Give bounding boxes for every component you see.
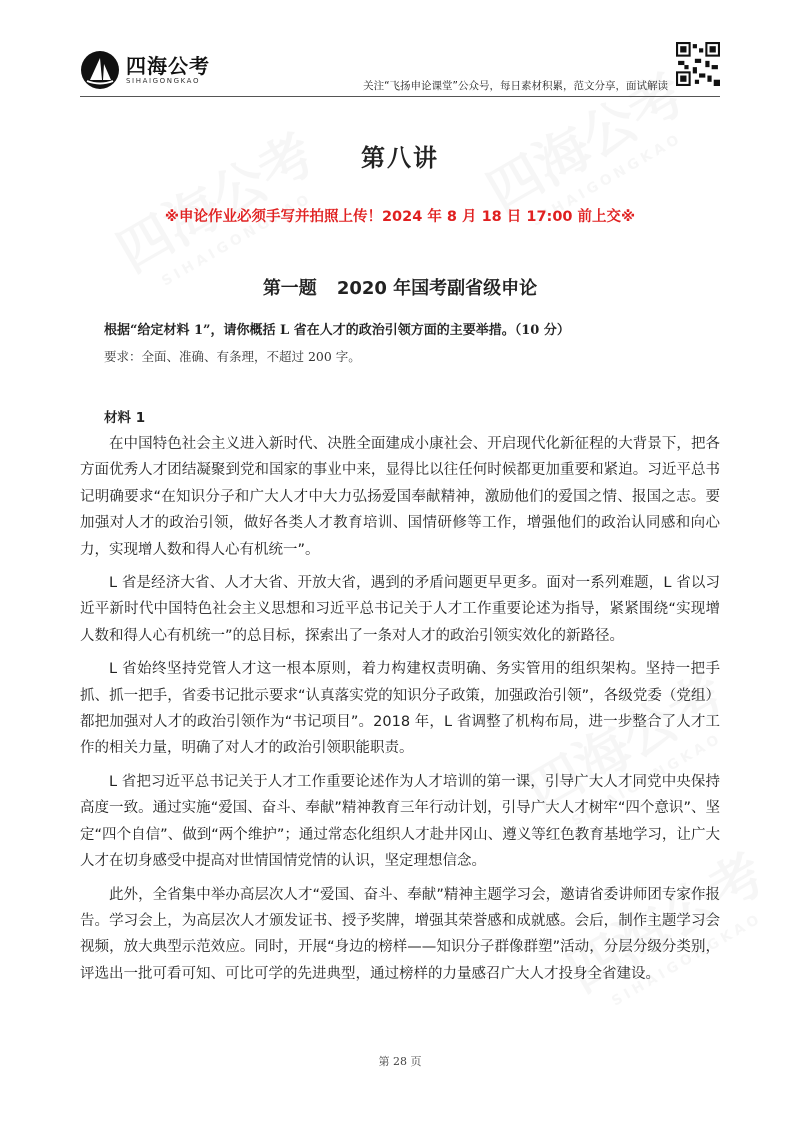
- material-label: 材料 1: [104, 410, 146, 426]
- question-source: 2020 年国考副省级申论: [336, 278, 538, 299]
- question-text: 根据“给定材料 1”，请你概括 L 省在人才的政治引领方面的主要举措。（10 分）: [104, 323, 570, 338]
- paragraph: L 省是经济大省、人才大省、开放大省，遇到的矛盾问题更早更多。面对一系列难题，L 省以习近平新时代中国特色社会主义思想和习近平总书记关于人才工作重要论述为指导，紧紧围绕“实现增人数和得人心有机统一”的总目标，探索出了一条对人才的政治引领实效化的新路径。: [80, 575, 720, 644]
- material-body: [80, 431, 720, 987]
- page-header: [80, 42, 720, 98]
- paragraph: L 省把习近平总书记关于人才工作重要论述作为人才培训的第一课，引导广大人才同党中央保持高度一致。通过实施“爱国、奋斗、奉献”精神教育三年行动计划，引导广大人才树牢“四个意识”、坚定“四个自信”、做到“两个维护”；通过常态化组织人才赴井冈山、遵义等红色教育基地学习，让广大人才在切身感受中提高对世情国情党情的认识，坚定理想信念。: [80, 773, 720, 870]
- question-number: 第一题: [262, 278, 317, 299]
- qr-code-icon[interactable]: [676, 42, 720, 86]
- question-title: [0, 274, 800, 300]
- question-requirement: 要求：全面、准确、有条理，不超过 200 字。: [104, 349, 361, 364]
- submission-notice: ※申论作业必须手写并拍照上传！2024 年 8 月 18 日 17:00 前上交※: [164, 209, 636, 225]
- paragraph: L 省始终坚持党管人才这一根本原则，着力构建权责明确、务实管用的组织架构。坚持一把手抓、抓一把手，省委书记批示要求“认真落实党的知识分子政策，加强政治引领”，各级党委（党组）都把加强对人才的政治引领作为“书记项目”。2018 年，L 省调整了机构布局，进一步整合了人才工作的相关力量，明确了对人才的政治引领职能职责。: [80, 661, 720, 757]
- header-divider: [80, 96, 720, 97]
- page-number: 第 28 页: [378, 1055, 422, 1068]
- logo-subtitle: SIHAIGONGKAO: [126, 77, 201, 85]
- paragraph: 在中国特色社会主义进入新时代、决胜全面建成小康社会、开启现代化新征程的大背景下，把各方面优秀人才团结凝聚到党和国家的事业中来，显得比以往任何时候都更加重要和紧迫。习近平总书记明确要求“在知识分子和广大人才中大力弘扬爱国奉献精神，激励他们的爱国之情、报国之志。要加强对人才的政治引领，做好各类人才教育培训、国情研修等工作，增强他们的政治认同感和向心力，实现增人数和得人心有机统一”。: [80, 436, 720, 558]
- header-note: 关注“飞扬申论课堂”公众号，每日素材积累，范文分享，面试解读: [363, 80, 668, 92]
- logo: [80, 50, 210, 90]
- sail-logo-icon: [80, 50, 120, 90]
- logo-name: 四海公考: [126, 54, 210, 78]
- paragraph: 此外，全省集中举办高层次人才“爱国、奋斗、奉献”精神主题学习会，邀请省委讲师团专家作报告。学习会上，为高层次人才颁发证书、授予奖牌，增强其荣誉感和成就感。会后，制作主题学习会视频，放大典型示范效应。同时，开展“身边的榜样——知识分子群像群塑”活动，分层分级分类别，评选出一批可看可知、可比可学的先进典型，通过榜样的力量感召广大人才投身全省建设。: [80, 886, 720, 982]
- page-title: 第八讲: [361, 144, 439, 172]
